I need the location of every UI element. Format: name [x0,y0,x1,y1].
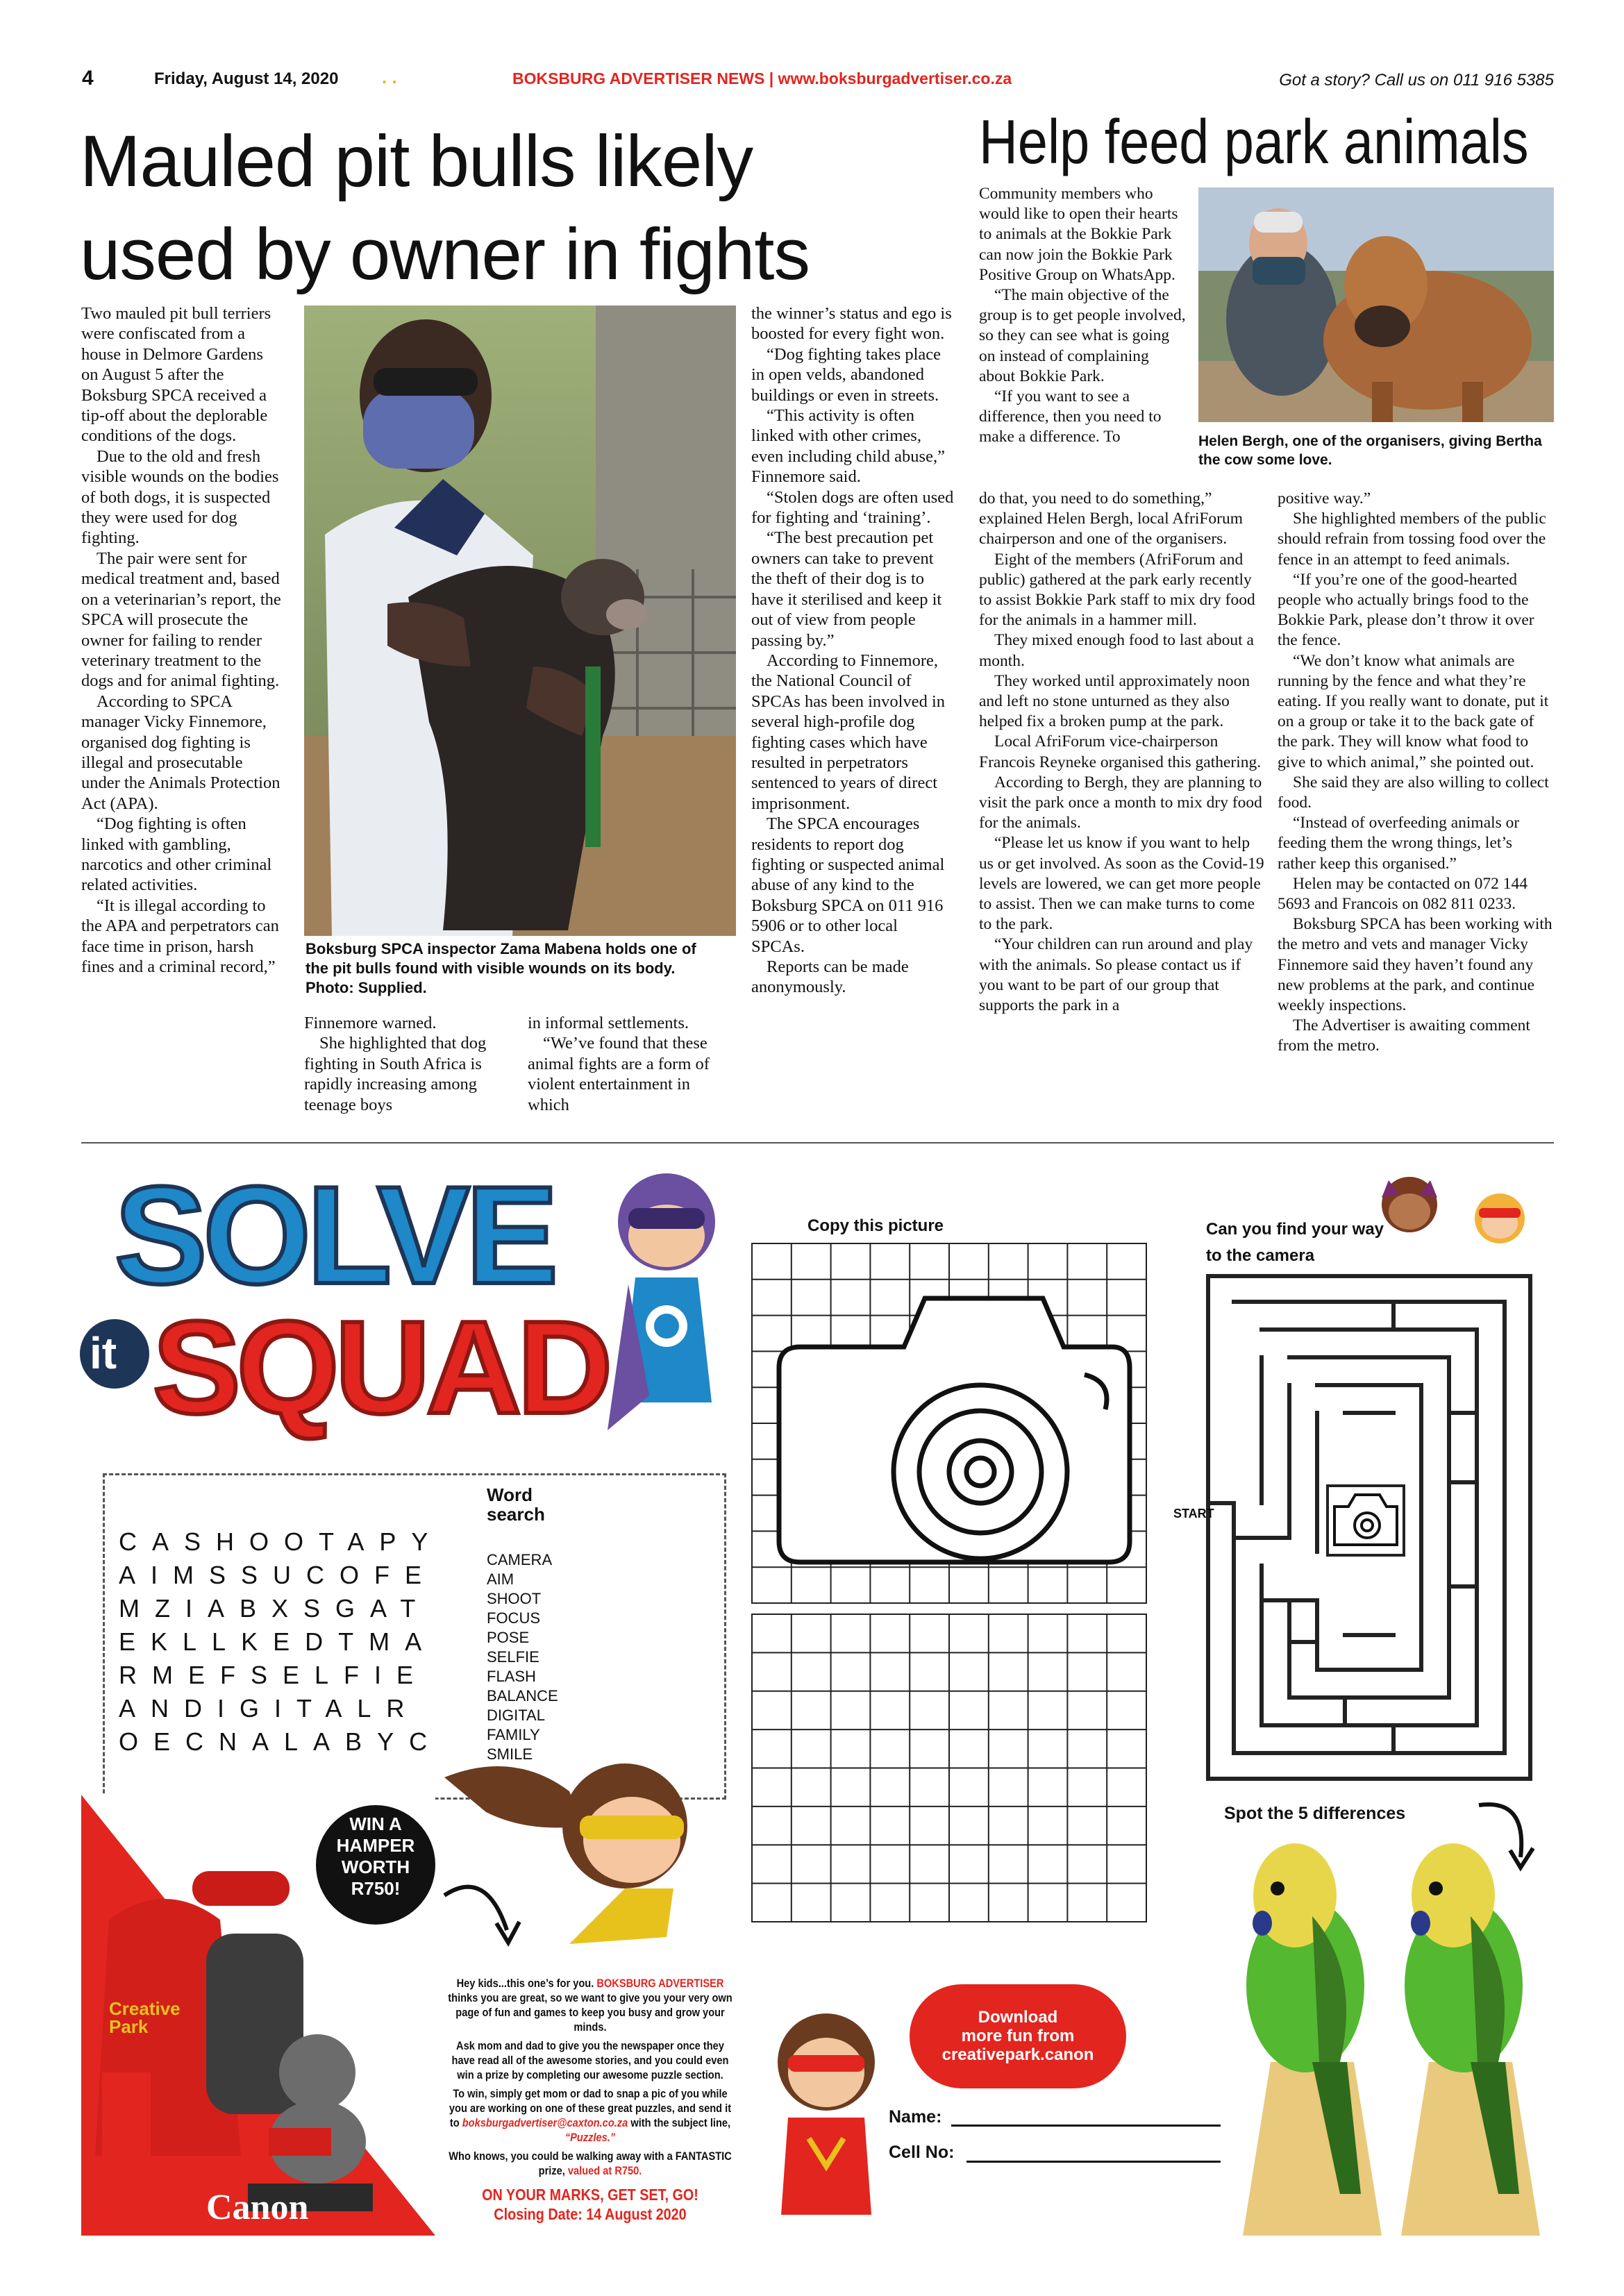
download-line-1: Download [978,2008,1058,2027]
promo-cta: ON YOUR MARKS, GET SET, GO! [482,2186,698,2204]
cow-photo-caption: Helen Bergh, one of the organisers, giving Bertha the cow some love. [1198,433,1542,468]
paragraph: “Your children can run around and play with the animals. So please contact us if you want to be part of our group that supports the park in a [979,935,1253,1015]
promo-p3-b: with the subject line, [630,2116,731,2129]
inspector-photo-caption: Boksburg SPCA inspector Zama Mabena holds one of the pit bulls found with visible wounds on its body. Photo: Supplied. [305,940,696,996]
creative-park-label: Creative Park [109,1998,181,2037]
paragraph: Finnemore warned. [304,1014,437,1032]
promo-p1-c: thinks you are great, so we want to give you your very own page of fun and games to keep you busy and grow your minds. [448,1991,733,2034]
cow-photo [1198,187,1554,422]
word-search-row: AIMSSUCOFE [119,1561,437,1589]
win-hamper-badge [316,1805,435,1925]
paragraph: According to SPCA manager Vicky Finnemore, organised dog fighting is illegal and prosecutable under the Animals Protection Act (APA). [81,692,281,813]
word-item: BALANCE [487,1687,558,1704]
paragraph: They worked until approximately noon and left no stone unturned as they also helped fix a broken pump at the park. [979,671,1250,731]
differences-title: Spot the 5 differences [1224,1804,1406,1823]
headline-line-2: used by owner in fights [80,214,810,295]
promo-p4-a: Who knows, you could be walking away with a FANTASTIC prize, [449,2150,732,2177]
paragraph: She said they are also willing to collect food. [1278,773,1549,812]
headline-line-1: Mauled pit bulls likely [80,121,753,202]
word-search-row: EKLLKEDTMA [119,1627,437,1656]
article2-column-1b [979,489,1265,1016]
word-item: FLASH [487,1668,536,1685]
camera-icon [779,1298,1130,1562]
parakeets-image [1229,1833,1554,2236]
paragraph: Community members who would like to open their hearts to animals at the Bokkie Park can now join the Bokkie Park Positive Group on WhatsApp. [979,185,1178,284]
word-list [487,1550,558,1764]
article1-column-4 [751,303,954,998]
maze-title-line-1: Can you find your way [1206,1220,1384,1239]
word-item: AIM [487,1570,514,1588]
paragraph: “Instead of overfeeding animals or feeding them the wrong things, let’s rather keep this organised.” [1278,814,1520,873]
article1-column-3 [528,1013,730,1115]
download-line-3: creativepark.canon [941,2045,1094,2064]
word-item: FAMILY [487,1726,540,1743]
paragraph: Boksburg SPCA has been working with the metro and vets and manager Vicky Finnemore said they haven’t found any new problems at the park, and continue weekly inspections. [1278,915,1552,1015]
promo-paragraph [444,2149,736,2178]
download-badge[interactable] [910,1984,1126,2088]
inspector-dog-image [304,305,736,936]
promo-paragraph: Ask mom and dad to give you the newspaper once they have read all of the awesome stories, and you could even win a prize by completing our awesome puzzle section. [451,2039,729,2081]
maze[interactable] [1206,1274,1532,1781]
word-item: SELFIE [487,1648,539,1666]
paragraph: the winner’s status and ego is boosted for every fight won. [751,304,952,344]
paragraph: According to Finnemore, the National Council of SPCAs has been involved in several high-profile dog fighting cases which have resulted in perpetrators sentenced to years of direct imprisonment. [751,651,946,813]
paragraph: Reports can be made anonymously. [751,957,909,997]
paragraph: “Stolen dogs are often used for fighting and ‘training’. [751,487,954,528]
word-item: SMILE [487,1745,533,1763]
word-search-row: ANDIGITALR [119,1694,420,1723]
paragraph: “Dog fighting is often linked with gambling, narcotics and other criminal related activities. [81,814,272,895]
paragraph: “The best precaution pet owners can take to prevent the theft of their dog is to have it sterilised and keep it out of view from people passing by.” [751,528,942,650]
cell-field-line[interactable] [966,2161,1221,2163]
paragraph: positive way.” [1278,489,1371,508]
logo-it: it [90,1328,117,1378]
paragraph: The SPCA encourages residents to report dog fighting or suspected animal abuse of any kind to the Boksburg SPCA on 011 916 5906 or to other local SPCAs. [751,814,945,956]
win-line-3: WORTH [341,1857,410,1877]
paragraph: “Please let us know if you want to help us or get involved. As soon as the Covid-19 levels are lowered, we can get more people to assist. Then we can make turns to come to the park. [979,834,1264,934]
name-field-line[interactable] [951,2125,1221,2127]
word-item: FOCUS [487,1609,540,1627]
word-search-title [487,1485,545,1524]
word-search-row: OECNALABYC [119,1727,443,1756]
article2-column-2 [1278,489,1554,1057]
article-headline [80,115,948,301]
win-line-1: WIN A [349,1813,402,1834]
paragraph: They mixed enough food to last about a month. [979,631,1254,670]
win-line-4: R750! [351,1878,401,1899]
promo-p4-b: valued at R750. [567,2164,642,2177]
word-search-row: CASHOOTAPY [119,1527,444,1556]
paragraph: in informal settlements. [528,1014,689,1032]
hero-mascot-icon [608,1166,726,1444]
issue-date: Friday, August 14, 2020 [154,69,339,88]
canon-logo: Canon [206,2188,309,2227]
logo-solve: SOLVE [115,1158,555,1313]
promo-closing-date: Closing Date: 14 August 2020 [494,2205,687,2223]
copy-picture-title: Copy this picture [807,1216,944,1235]
section-divider [81,1142,1554,1143]
article2-column-1a [979,184,1187,448]
maze-start-label: START [1173,1507,1214,1520]
word-item: SHOOT [487,1590,542,1607]
page-header [82,67,1554,94]
paragraph: do that, you need to do something,” explained Helen Bergh, local AfriForum chairperson and one of the organisers. [979,489,1244,548]
paragraph: Due to the old and fresh visible wounds on the bodies of both dogs, it is suspected they were used for dog fighting. [81,446,279,548]
hero-friends-icon [1361,1166,1555,1257]
promo-p3-a: To win, simply get mom or dad to snap a pic of you while you are working on one of these great puzzles, and send it to [449,2087,732,2129]
kid-mascot-icon [767,2006,885,2229]
paragraph: She highlighted members of the public should refrain from tossing food over the fence in an attempt to feed animals. [1278,510,1546,569]
paragraph: “If you want to see a difference, then you need to make a difference. To [979,387,1162,446]
maze-title-line-2: to the camera [1206,1246,1315,1265]
word-search-row: MZIABXSGAT [119,1594,431,1623]
paragraph: “Dog fighting takes place in open velds, abandoned buildings or even in streets. [751,344,941,405]
paragraph: “We’ve found that these animal fights are a form of violent entertainment in which [528,1034,710,1114]
paragraph: “This activity is often linked with other crimes, even including child abuse,” Finnemore said. [751,406,945,487]
maze-title [1206,1216,1384,1269]
promo-email-link[interactable]: boksburgadvertiser@caxton.co.za [462,2116,628,2129]
paragraph: The Advertiser is awaiting comment from the metro. [1278,1016,1530,1055]
paragraph: According to Bergh, they are planning to visit the park once a month to mix dry food for the animals. [979,773,1262,832]
paragraph: She highlighted that dog fighting in South Africa is rapidly increasing among teenage boys [304,1034,487,1114]
promo-p3-subject: “Puzzles.” [564,2131,616,2144]
word-search-grid[interactable] [119,1525,443,1759]
word-search-title-line-1: Word [487,1484,533,1505]
promo-text [444,1976,736,2224]
word-item: CAMERA [487,1551,553,1568]
page-number: 4 [82,67,94,90]
cell-label: Cell No: [889,2143,955,2162]
cow-image [1198,187,1554,422]
word-item: DIGITAL [487,1707,545,1724]
paragraph: Helen may be contacted on 072 144 5693 and Francois on 082 811 0233. [1278,874,1528,914]
promo-p1-b: BOKSBURG ADVERTISER [596,1977,724,1990]
paragraph: Eight of the members (AfriForum and public) gathered at the park early recently to assist Bokkie Park staff to mix dry food for the animals in a hammer mill. [979,550,1255,630]
curly-arrow-icon [437,1875,528,1951]
copy-picture-grid [751,1243,1147,1923]
word-search-title-line-2: search [487,1504,545,1525]
paragraph: Local AfriForum vice-chairperson Francois Reyneke organised this gathering. [979,732,1262,771]
promo-paragraph [444,2086,736,2145]
paragraph: “If you’re one of the good-hearted people who actually brings food to the Bokkie Park, please don’t throw it over the fence. [1278,570,1534,650]
paragraph: The pair were sent for medical treatment and, based on a veterinarian’s report, the SPCA will prosecute the owner for failing to render veterinary treatment to the dogs and for animal fighting. [81,548,281,691]
download-line-2: more fun from [961,2027,1075,2045]
word-item: POSE [487,1629,530,1646]
promo-p1-a: Hey kids...this one’s for you. [456,1977,594,1990]
logo-squad: SQUAD [153,1294,609,1441]
paragraph: “It is illegal according to the APA and perpetrators can face time in prison, harsh fines and a criminal record,” [81,896,279,976]
word-search-row: RMEFSELFIE [119,1661,429,1689]
name-label: Name: [889,2107,942,2127]
parakeet-left [1243,1843,1382,2236]
article1-column-2 [304,1013,505,1115]
promo-paragraph [444,1976,736,2034]
article2-headline: Help feed park animals [979,108,1529,177]
paragraph: “The main objective of the group is to get people involved, so they can see what is going on instead of complaining about Bokkie Park. [979,286,1186,385]
solve-it-squad-logo [80,1158,726,1458]
article1-column-1 [81,303,283,977]
inspector-dog-photo [304,305,736,936]
win-line-2: HAMPER [336,1835,415,1856]
paragraph: Two mauled pit bull terriers were confiscated from a house in Delmore Gardens on August 5 after the Boksburg SPCA received a tip-off about the deplorable conditions of the dogs. [81,304,271,446]
parakeet-right [1401,1843,1540,2236]
paragraph: “We don’t know what animals are running by the fence and what they’re eating. If you really want to donate, put it on a group or take it to the back gate of the park. They will know what food to give to which animal,” she pointed out. [1278,651,1549,771]
publication-name: BOKSBURG ADVERTISER NEWS | www.boksburgadvertiser.co.za [512,69,1012,87]
story-tagline: Got a story? Call us on 011 916 5385 [1279,71,1554,90]
header-dots: . . [382,67,397,87]
